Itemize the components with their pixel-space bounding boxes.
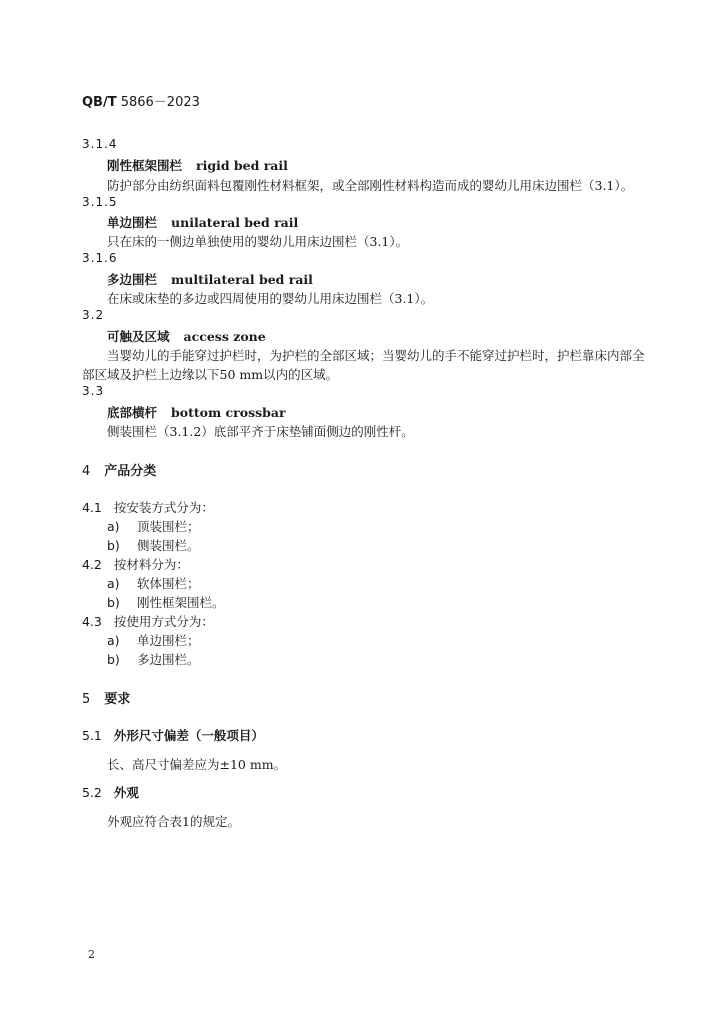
standard-number: 5866－2023 (116, 95, 200, 110)
list-label: b) (107, 538, 120, 553)
term-heading (107, 403, 286, 421)
term-en: unilateral bed rail (171, 215, 299, 230)
standard-prefix: QB/T (82, 95, 117, 110)
term-zh: 刚性框架围栏 (107, 158, 183, 173)
list-item (107, 536, 200, 554)
term-definition-line-2: 部区域及护栏上边缘以下50 mm以内的区域。 (82, 367, 339, 382)
clause-5-2-heading (82, 783, 139, 801)
term-zh: 多边围栏 (107, 272, 158, 287)
chapter-heading (82, 688, 130, 707)
chapter-number: 4 (82, 464, 91, 479)
list-text: 软体围栏； (137, 576, 200, 591)
clause-number: 4.2 (82, 557, 102, 572)
term-definition: 防护部分由纺织面料包覆刚性材料框架，或全部刚性材料构造而成的婴幼儿用床边围栏（3.1）。 (107, 178, 634, 193)
list-text: 多边围栏。 (137, 652, 200, 667)
chapter-title: 产品分类 (104, 464, 157, 479)
list-label: b) (107, 595, 120, 610)
list-text: 刚性框架围栏。 (137, 595, 225, 610)
list-item (107, 517, 200, 535)
term-zh: 单边围栏 (107, 215, 158, 230)
list-item (107, 574, 200, 592)
chapter-number: 5 (82, 692, 91, 707)
chapter-heading (82, 460, 156, 479)
term-heading (107, 156, 288, 174)
term-en: bottom crossbar (171, 405, 286, 420)
list-item (107, 631, 200, 649)
clause-number: 3.1.6 (82, 251, 118, 265)
term-en: multilateral bed rail (171, 272, 313, 287)
list-label: b) (107, 652, 120, 667)
clause-4-3 (82, 612, 214, 630)
term-heading (107, 327, 266, 345)
clause-body: 外观应符合表1的规定。 (107, 814, 240, 829)
clause-number: 5.2 (82, 785, 102, 800)
list-label: a) (107, 519, 120, 534)
clause-body: 长、高尺寸偏差应为±10 mm。 (107, 757, 287, 772)
term-heading (107, 213, 298, 231)
chapter-title: 要求 (104, 692, 131, 707)
clause-number: 3.1.4 (82, 137, 118, 151)
clause-number: 3.1.5 (82, 195, 118, 209)
clause-title: 外观 (113, 785, 139, 800)
clause-number: 5.1 (82, 728, 102, 743)
clause-text: 按使用方式分为： (113, 614, 214, 629)
clause-4-2 (82, 555, 189, 573)
clause-number: 3.2 (82, 308, 105, 322)
clause-title: 外形尺寸偏差（一般项目） (113, 728, 264, 743)
list-text: 侧装围栏。 (137, 538, 200, 553)
list-label: a) (107, 576, 120, 591)
clause-number: 3.3 (82, 384, 105, 398)
term-definition: 在床或床垫的多边或四周使用的婴幼儿用床边围栏（3.1）。 (107, 291, 434, 306)
clause-text: 按安装方式分为： (113, 500, 214, 515)
term-definition-line-1: 当婴幼儿的手能穿过护栏时，为护栏的全部区域；当婴幼儿的手不能穿过护栏时，护栏靠床内部全 (107, 348, 645, 363)
clause-5-1-heading (82, 726, 264, 744)
list-text: 单边围栏； (137, 633, 200, 648)
clause-4-1 (82, 498, 214, 516)
term-en: rigid bed rail (196, 158, 288, 173)
clause-number: 4.3 (82, 614, 102, 629)
term-zh: 可触及区域 (107, 329, 170, 344)
term-zh: 底部横杆 (107, 405, 158, 420)
term-heading (107, 270, 313, 288)
list-item (107, 593, 225, 611)
clause-number: 4.1 (82, 500, 102, 515)
list-text: 顶装围栏； (137, 519, 200, 534)
term-en: access zone (183, 329, 266, 344)
list-item (107, 650, 200, 668)
term-definition: 只在床的一侧边单独使用的婴幼儿用床边围栏（3.1）。 (107, 234, 409, 249)
term-definition: 侧装围栏（3.1.2）底部平齐于床垫铺面侧边的刚性杆。 (107, 424, 414, 439)
standard-header (82, 91, 200, 110)
list-label: a) (107, 633, 120, 648)
page-number: 2 (88, 948, 95, 961)
clause-text: 按材料分为： (113, 557, 189, 572)
